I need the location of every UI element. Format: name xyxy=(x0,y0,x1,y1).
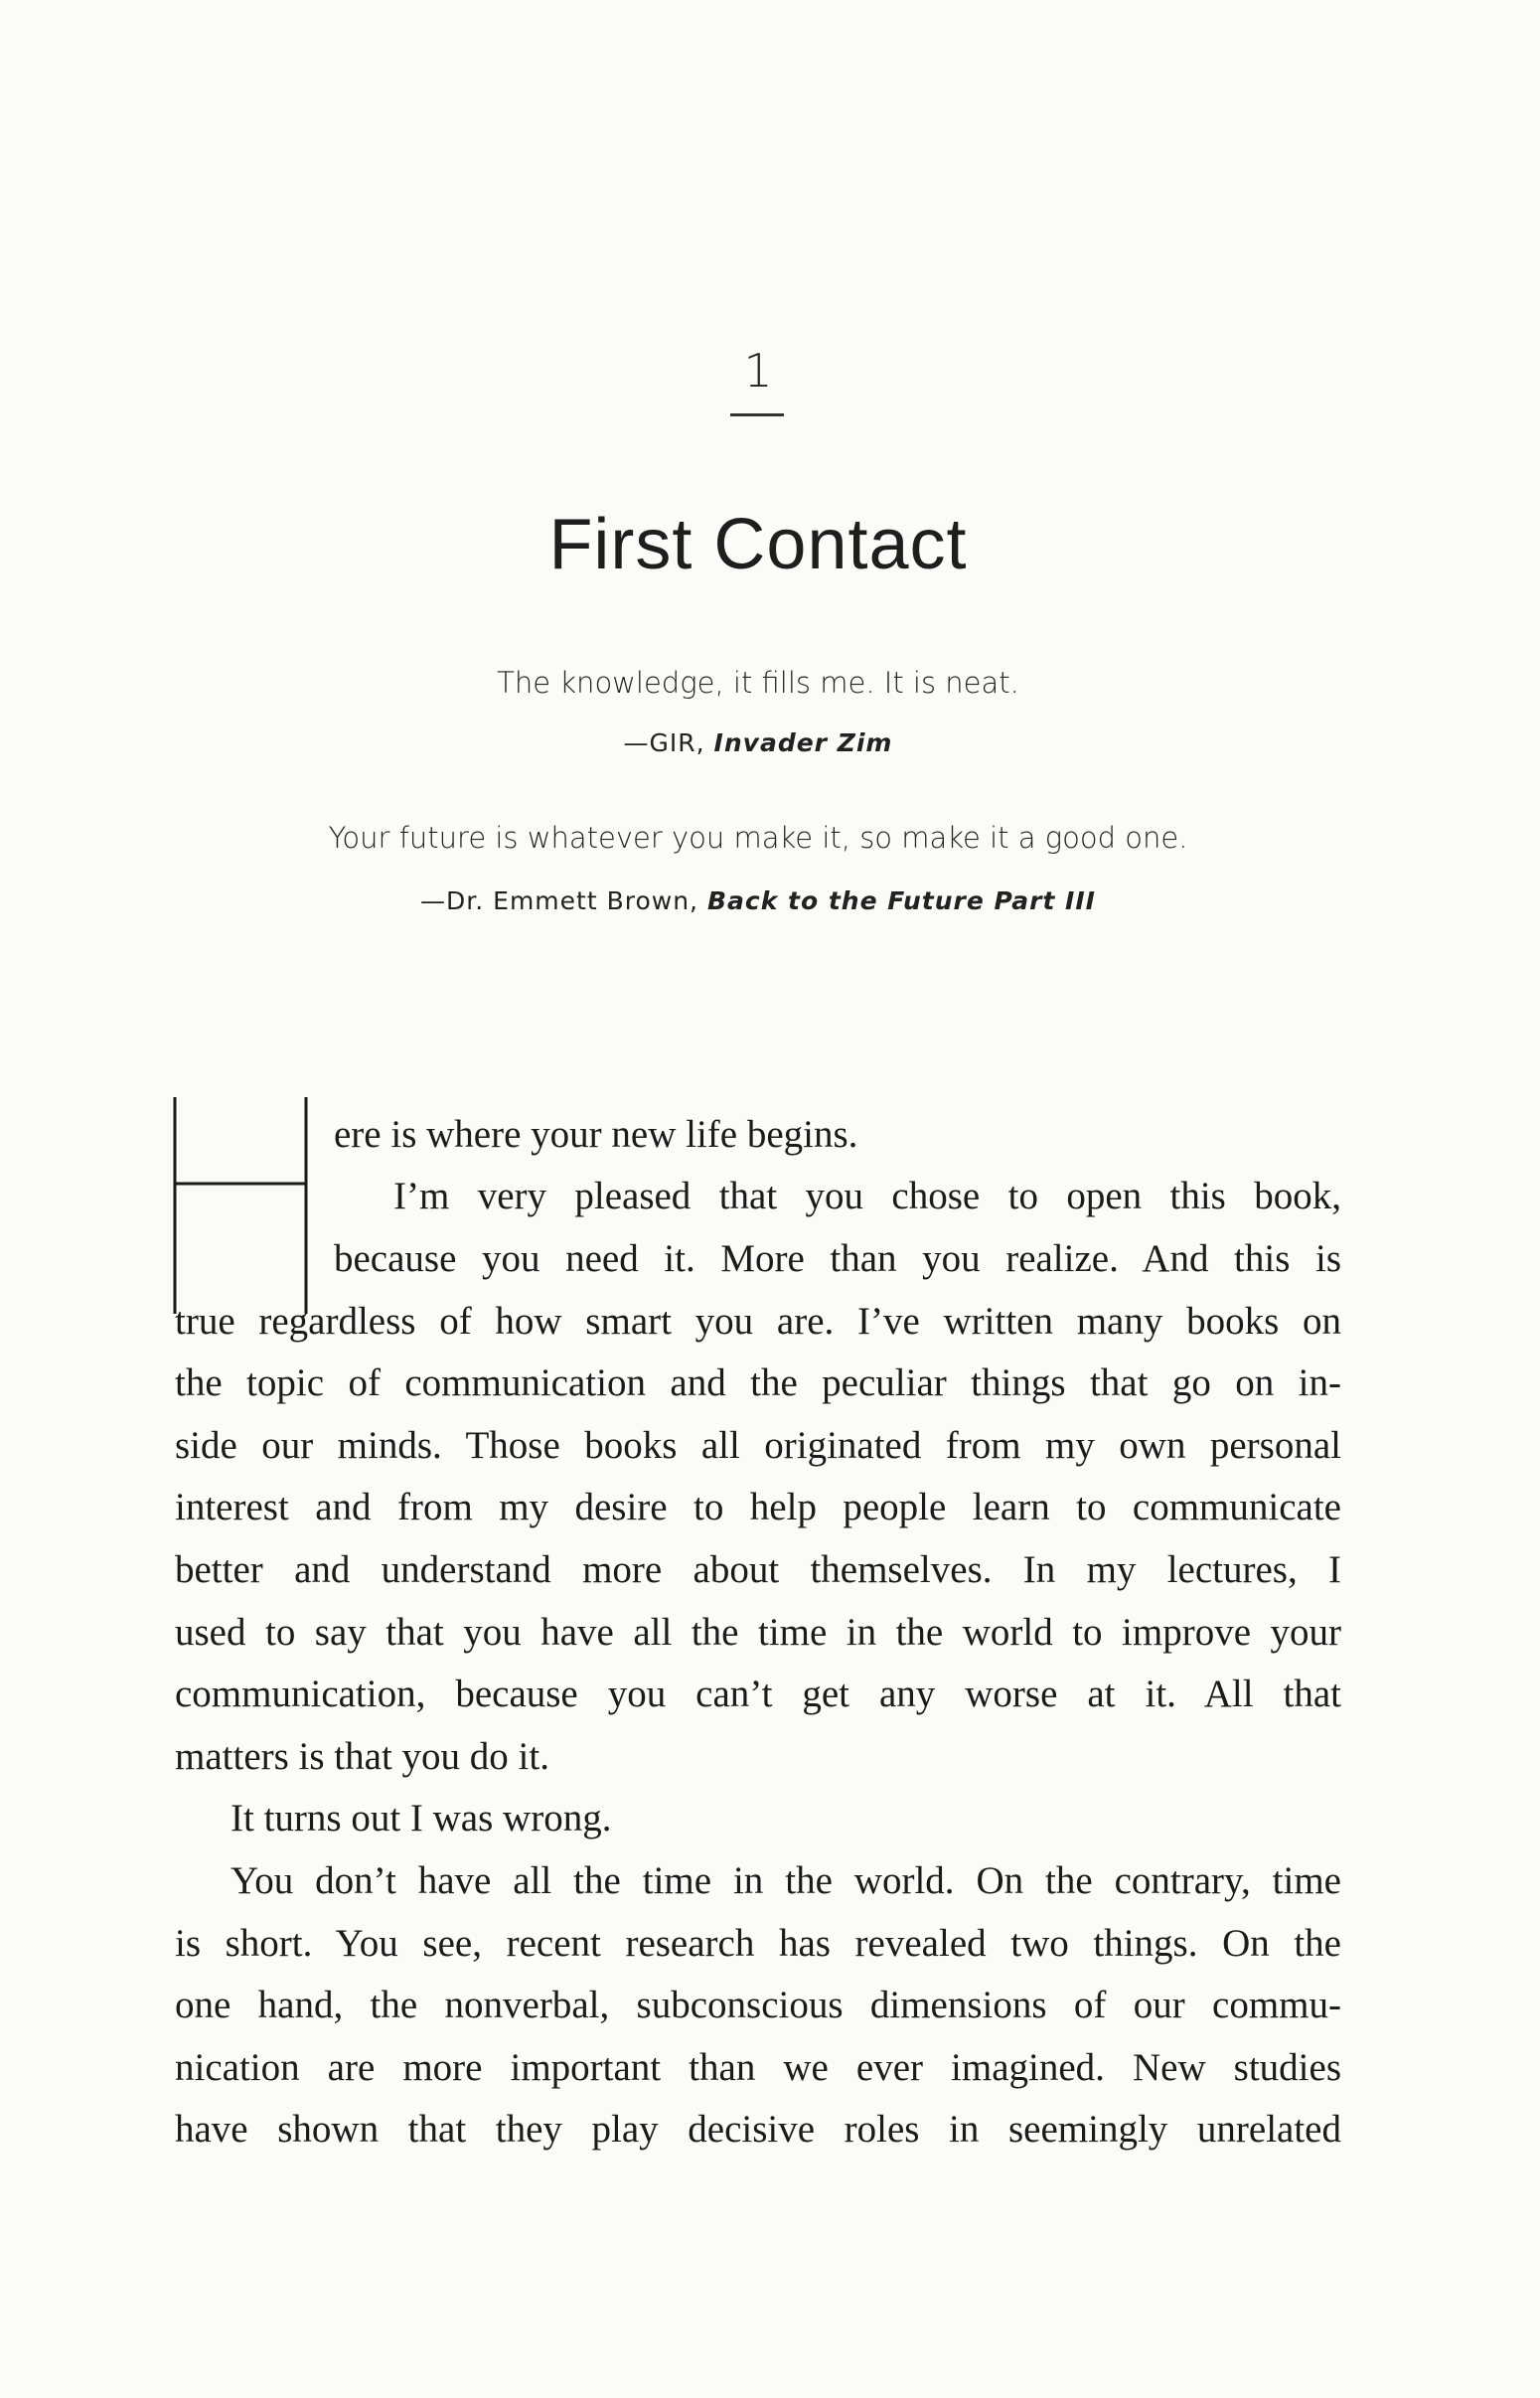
epigraph-quote: The knowledge, it fills me. It is neat. xyxy=(497,666,1019,700)
drop-cap xyxy=(173,1097,312,1314)
body-line: one hand, the nonverbal, subconscious dimensions of our commu- xyxy=(175,1984,1341,2026)
body-line: communication, because you can’t get any worse at it. All that xyxy=(175,1673,1341,1715)
body-line: It turns out I was wrong. xyxy=(231,1797,612,1839)
body-line: You don’t have all the time in the world. On the contrary, time xyxy=(231,1859,1341,1902)
body-line: true regardless of how smart you are. I’ve written many books on xyxy=(175,1300,1341,1343)
body-line: because you need it. More than you realize. And this is xyxy=(334,1237,1341,1280)
drop-cap-letter xyxy=(173,1097,312,1314)
body-line: I’m very pleased that you chose to open this book, xyxy=(393,1175,1341,1217)
epigraph-speaker: —GIR, xyxy=(623,728,714,757)
body-line: used to say that you have all the time in the world to improve your xyxy=(175,1611,1341,1654)
epigraph-speaker: —Dr. Emmett Brown, xyxy=(420,886,707,915)
body-line: interest and from my desire to help people learn to communicate xyxy=(175,1486,1341,1528)
epigraph-quote: Your future is whatever you make it, so make it a good one. xyxy=(328,821,1188,855)
epigraph-work: Invader Zim xyxy=(713,728,893,757)
body-line: better and understand more about themselves. In my lectures, I xyxy=(175,1548,1341,1591)
drop-cap-text xyxy=(173,1314,174,1315)
epigraph-attribution xyxy=(0,886,1516,915)
chapter-number: 1 xyxy=(743,344,773,398)
epigraph-attribution xyxy=(0,728,1516,757)
body-line: have shown that they play decisive roles in seemingly unrelated xyxy=(175,2108,1341,2151)
chapter-title: First Contact xyxy=(548,505,968,584)
body-line: is short. You see, recent research has revealed two things. On the xyxy=(175,1922,1341,1965)
chapter-number-underline xyxy=(730,413,784,416)
body-line: side our minds. Those books all originated from my own personal xyxy=(175,1424,1341,1467)
body-line: nication are more important than we ever imagined. New studies xyxy=(175,2046,1341,2089)
body-line: matters is that you do it. xyxy=(175,1735,549,1778)
epigraph-work: Back to the Future Part III xyxy=(706,886,1096,915)
body-line: ere is where your new life begins. xyxy=(334,1113,858,1156)
body-line: the topic of communication and the peculiar things that go on in- xyxy=(175,1361,1341,1404)
